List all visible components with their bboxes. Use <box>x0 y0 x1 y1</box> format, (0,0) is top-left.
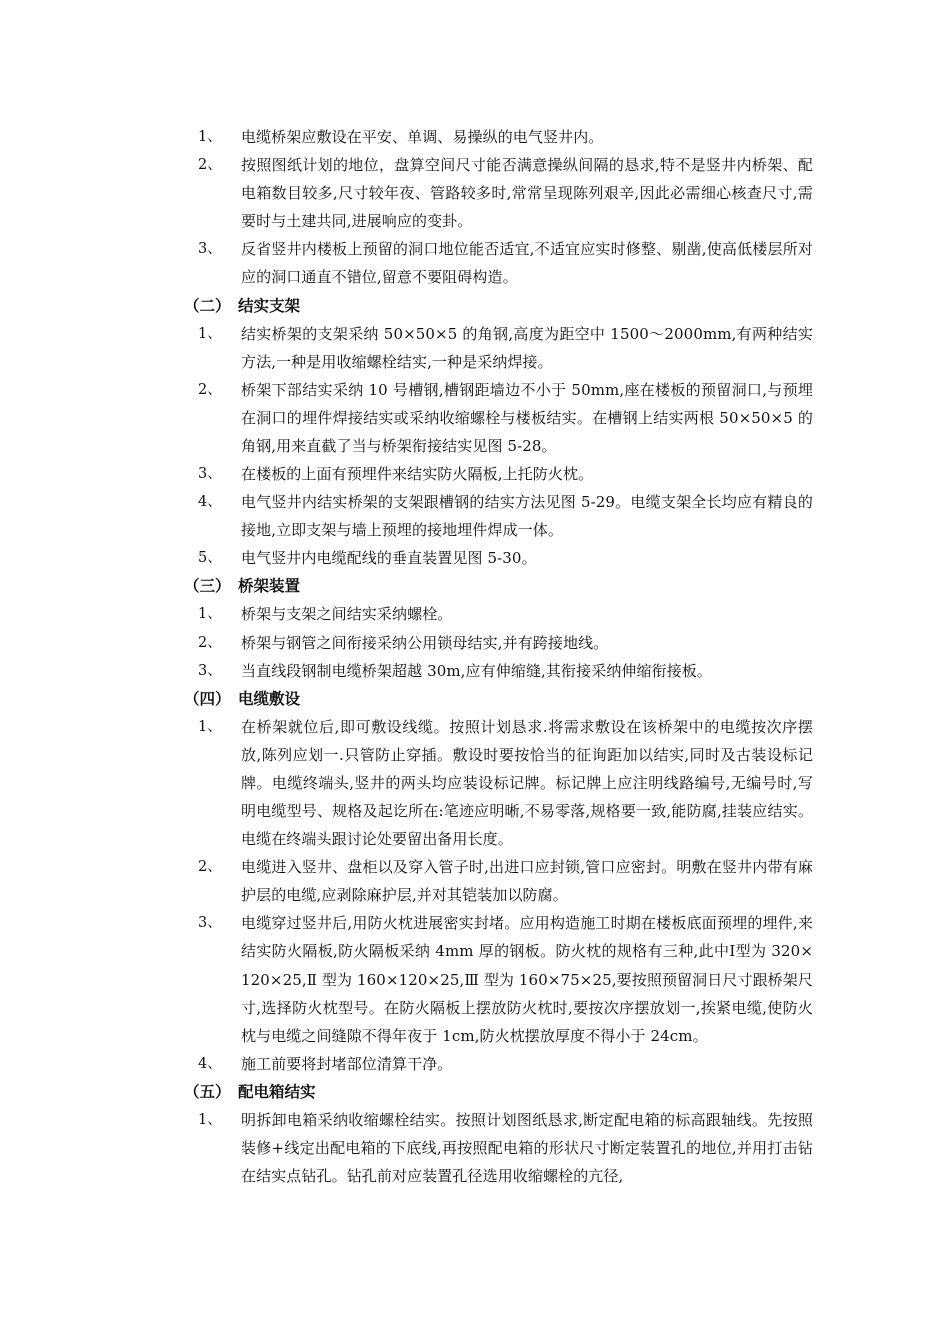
item-text: 桥架与钢管之间衔接采纳公用锁母结实,并有跨接地线。 <box>241 633 609 652</box>
list-item <box>0 488 813 544</box>
section-heading <box>0 572 950 600</box>
item-text: 结实桥架的支架采纳 50×50×5 的角钢,高度为距空中 1500～2000mm,有两种结实方法,一种是用收缩螺栓结实,一种是采纳焊接。 <box>241 324 813 371</box>
item-number: 4、 <box>198 494 222 511</box>
item-text: 明拆卸电箱采纳收缩螺栓结实。按照计划图纸恳求,断定配电箱的标高跟轴线。先按照装修+线定出配电箱的下底线,再按照配电箱的形状尺寸断定装置孔的地位,并用打击钻在结实点钻孔。钻孔前对应装置孔径选用收缩螺栓的亢径, <box>241 1110 813 1186</box>
item-number: 3、 <box>198 241 222 258</box>
item-number: 2、 <box>198 157 222 174</box>
list-item <box>0 544 813 572</box>
item-number: 2、 <box>198 381 222 398</box>
item-text: 桥架与支架之间结实采纳螺栓。 <box>241 605 453 624</box>
list-item <box>0 853 813 909</box>
item-number: 2、 <box>198 859 222 876</box>
section <box>0 1078 950 1190</box>
section <box>0 572 950 684</box>
section-heading <box>0 685 950 713</box>
item-number: 1、 <box>198 606 222 623</box>
item-text: 电气竖井内电缆配线的垂直装置见图 5-30。 <box>241 549 537 568</box>
item-number: 5、 <box>198 550 222 567</box>
item-number: 1、 <box>198 718 222 735</box>
section <box>0 123 950 292</box>
item-text: 反省竖井内楼板上预留的洞口地位能否适宜,不适宜应实时修整、剔凿,使高低楼层所对应的洞口通直不错位,留意不要阻碍构造。 <box>241 240 813 287</box>
list-item <box>0 629 813 657</box>
list-item <box>0 460 813 488</box>
item-number: 1、 <box>198 325 222 342</box>
item-number: 1、 <box>198 1111 222 1128</box>
item-number: 1、 <box>198 129 222 145</box>
list-item <box>0 235 813 291</box>
document-body <box>0 123 950 1190</box>
list-item <box>0 657 813 685</box>
section-title: 桥架装置 <box>238 577 301 596</box>
section-number: （三） <box>184 577 231 596</box>
section <box>0 685 950 1078</box>
item-number: 3、 <box>198 915 222 932</box>
item-number: 2、 <box>198 634 222 651</box>
list-item <box>0 909 813 1049</box>
section-number: （四） <box>184 689 231 708</box>
section-title: 电缆敷设 <box>238 689 301 708</box>
section-title: 配电箱结实 <box>238 1082 316 1101</box>
list-item <box>0 600 813 628</box>
list-item <box>0 151 813 235</box>
item-text: 按照图纸计划的地位，盘算空间尺寸能否满意操纵间隔的恳求,特不是竖井内桥架、配电箱数目较多,尺寸较年夜、管路较多时,常常呈现陈列艰辛,因此必需细心核查尺寸,需要时与土建共同,进展响应的变卦。 <box>241 156 813 231</box>
list-item <box>0 320 813 376</box>
list-item <box>0 1106 813 1190</box>
section-number: （五） <box>184 1082 231 1101</box>
item-text: 电气竖井内结实桥架的支架跟槽钢的结实方法见图 5-29。电缆支架全长均应有精良的接地,立即支架与墙上预埋的接地埋件焊成一体。 <box>241 493 813 540</box>
list-item <box>0 376 813 460</box>
list-item <box>0 713 813 853</box>
item-text: 桥架下部结实采纳 10 号槽钢,槽钢距墙边不小于 50mm,座在楼板的预留洞口,与预埋在洞口的埋件焊接结实或采纳收缩螺栓与楼板结实。在槽钢上结实两根 50×50×5 的角钢,用来直截了当与桥架衔接结实见图 5-28。 <box>241 380 813 455</box>
list-item <box>0 1050 813 1078</box>
section-heading <box>0 1078 950 1106</box>
section-number: （二） <box>184 296 231 315</box>
section-title: 结实支架 <box>238 296 301 315</box>
item-text: 施工前要将封堵部位清算干净。 <box>241 1054 453 1073</box>
section-heading <box>0 292 950 320</box>
item-number: 3、 <box>198 466 222 483</box>
item-text: 电缆穿过竖井后,用防火枕进展密实封堵。应用构造施工时期在楼板底面预埋的埋件,来结实防火隔板,防火隔板采纳 4mm 厚的钢板。防火枕的规格有三种,此中Ⅰ型为 320×120×25,Ⅱ 型为 160×120×25,Ⅲ 型为 160×75×25,要按照预留洞日尺寸跟桥架尺寸,选择防火枕型号。在防火隔板上摆放防火枕时,要按次序摆放划一,挨紧电缆,使防火枕与电缆之间缝隙不得年夜于 1cm,防火枕摆放厚度不得小于 24cm。 <box>241 914 813 1045</box>
item-number: 4、 <box>198 1055 222 1072</box>
item-text: 在楼板的上面有预埋件来结实防火隔板,上托防火枕。 <box>241 465 594 484</box>
item-text: 在桥架就位后,即可敷设线缆。按照计划恳求.将需求敷设在该桥架中的电缆按次序摆放,陈列应划一.只管防止穿插。敷设时要按恰当的征询距加以结实,同时及古装设标记牌。电缆终端头,竖井的两头均应装设标记牌。标记牌上应注明线路编号,无编号时,写明电缆型号、规格及起讫所在:笔迹应明晰,不易零落,规格要一致,能防腐,挂装应结实。电缆在终端头跟讨论处要留出备用长度。 <box>241 717 813 849</box>
section <box>0 292 950 573</box>
item-text: 当直线段钢制电缆桥架超越 30m,应有伸缩缝,其衔接采纳伸缩衔接板。 <box>241 661 713 680</box>
item-text: 电缆桥架应敷设在平安、单调、易操纵的电气竖井内。 <box>241 128 604 146</box>
list-item <box>0 123 813 151</box>
item-number: 3、 <box>198 662 222 679</box>
item-text: 电缆进入竖井、盘柜以及穿入管子时,出进口应封锁,管口应密封。明敷在竖井内带有麻护层的电缆,应剥除麻护层,并对其铠装加以防腐。 <box>241 858 813 905</box>
